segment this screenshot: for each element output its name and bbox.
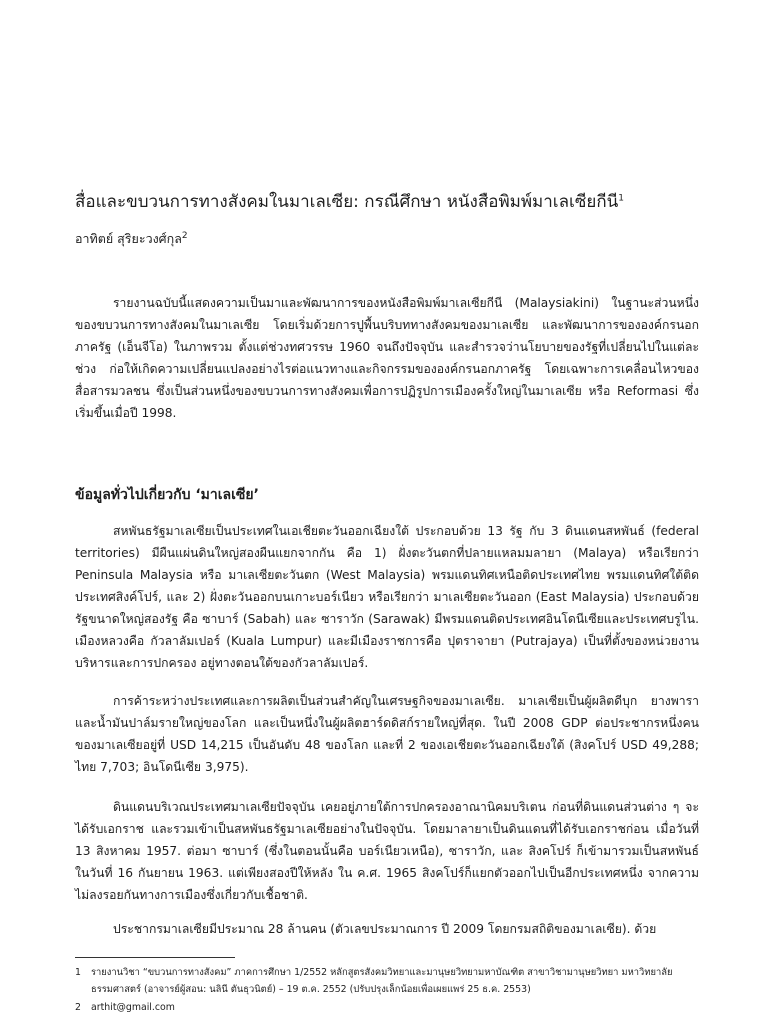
author-line: [75, 229, 188, 249]
abstract-paragraph: รายงานฉบับนี้แสดงความเป็นมาและพัฒนาการของหนังสือพิมพ์มาเลเซียกีนี (Malaysiakini) ในฐานะส่วนหนึ่งของขบวนการทางสังคมในมาเลเซีย โดยเริ่มด้วยการปูพื้นบริบททางสังคมของมาเลเซีย และพัฒนาการขององค์กรนอกภาครัฐ (เอ็นจีโอ) ในภาพรวม ตั้งแต่ช่วงทศวรรษ 1960 จนถึงปัจจุบัน และสำรวจว่านโยบายของรัฐที่เปลี่ยนไปในแต่ละช่วง ก่อให้เกิดความเปลี่ยนแปลงอย่างไรต่อแนวทางและกิจกรรมขององค์กรนอกภาครัฐ โดยเฉพาะการเคลื่อนไหวของสื่อสารมวลชน ซึ่งเป็นส่วนหนึ่งของขบวนการทางสังคมเพื่อการปฏิรูปการเมืองครั้งใหญ่ในมาเลเซีย หรือ Reformasi ซึ่งเริ่มขึ้นเมื่อปี 1998.: [75, 296, 699, 420]
body-paragraph-4: ประชากรมาเลเซียมีประมาณ 28 ล้านคน (ตัวเลขประมาณการ ปี 2009 โดยกรมสถิติของมาเลเซีย). ด้วย: [113, 922, 657, 936]
section-heading: ข้อมูลทั่วไปเกี่ยวกับ ‘มาเลเซีย’: [75, 487, 259, 503]
author-footnote-ref: 2: [181, 230, 188, 241]
footnote-2: [75, 999, 715, 1017]
footnote-divider: [75, 957, 235, 958]
title-text: สื่อและขบวนการทางสังคมในมาเลเซีย: กรณีศึกษา หนังสือพิมพ์มาเลเซียกีนี: [75, 192, 619, 212]
body-paragraph-1: สหพันธรัฐมาเลเซียเป็นประเทศในเอเชียตะวันออกเฉียงใต้ ประกอบด้วย 13 รัฐ กับ 3 ดินแดนสหพันธ์ (federal territories) มีผืนแผ่นดินใหญ่สองผืนแยกจากกัน คือ 1) ฝั่งตะวันตกที่ปลายแหลมมลายา (Malaya) หรือเรียกว่า Peninsula Malaysia หรือ มาเลเซียตะวันตก (West Malaysia) พรมแดนทิศเหนือติดประเทศไทย พรมแดนทิศใต้ติดประเทศสิงค์โปร์, และ 2) ฝั่งตะวันออกบนเกาะบอร์เนียว หรือเรียกว่า มาเลเซียตะวันออก (East Malaysia) ประกอบด้วยรัฐขนาดใหญ่สองรัฐ คือ ซาบาร์ (Sabah) และ ซาราวัก (Sarawak) มีพรมแดนติดประเทศอินโดนีเซียและประเทศบรูไน. เมืองหลวงคือ กัวลาลัมเปอร์ (Kuala Lumpur) และมีเมืองราชการคือ ปุตราจายา (Putrajaya) เป็นที่ตั้งของหน่วยงานบริหารและการปกครอง อยู่ทางตอนใต้ของกัวลาลัมเปอร์.: [75, 524, 699, 670]
footnote-email-link[interactable]: arthit@gmail.com: [91, 1002, 175, 1013]
document-title: [75, 190, 715, 214]
author-name: อาทิตย์ สุริยะวงศ์กุล: [75, 231, 182, 246]
footnote-number: 1: [75, 967, 81, 978]
body-paragraph-3: ดินแดนบริเวณประเทศมาเลเซียปัจจุบัน เคยอยู่ภายใต้การปกครองอาณานิคมบริเตน ก่อนที่ดินแดนส่วนต่าง ๆ จะได้รับเอกราช และรวมเข้าเป็นสหพันธรัฐมาเลเซียอย่างในปัจจุบัน. โดยมาลายาเป็นดินแดนที่ได้รับเอกราชก่อน เมื่อวันที่ 13 สิงหาคม 1957. ต่อมา ซาบาร์ (ซึ่งในตอนนั้นคือ บอร์เนียวเหนือ), ซาราวัก, และ สิงคโปร์ ก็เข้ามารวมเป็นสหพันธ์ ในวันที่ 16 กันยายน 1963. แต่เพียงสองปีให้หลัง ใน ค.ศ. 1965 สิงคโปร์ก็แยกตัวออกไปเป็นอีกประเทศหนึ่ง จากความไม่ลงรอยกันทางการเมืองซึ่งเกี่ยวกับเชื้อชาติ.: [75, 800, 699, 902]
footnote-text: รายงานวิชา “ขบวนการทางสังคม” ภาคการศึกษา 1/2552 หลักสูตรสังคมวิทยาและมานุษยวิทยามหาบัณฑิต สาขาวิชามานุษยวิทยา มหาวิทยาลัยธรรมศาสตร์ (อาจารย์ผู้สอน: นลินี ตันธุวนิตย์) – 19 ต.ค. 2552 (ปรับปรุงเล็กน้อยเพื่อเผยแพร่ 25 ธ.ค. 2553): [91, 967, 673, 995]
footnote-1: [75, 964, 715, 1000]
footnote-number: 2: [75, 1002, 81, 1013]
body-paragraph-2: การค้าระหว่างประเทศและการผลิตเป็นส่วนสำคัญในเศรษฐกิจของมาเลเซีย. มาเลเซียเป็นผู้ผลิตดีบุก ยางพารา และน้ำมันปาล์มรายใหญ่ของโลก และเป็นหนึ่งในผู้ผลิตฮาร์ดดิสก์รายใหญ่ที่สุด. ในปี 2008 GDP ต่อประชากรหนึ่งคนของมาเลเซียอยู่ที่ USD 14,215 เป็นอันดับ 48 ของโลก และที่ 2 ของเอเชียตะวันออกเฉียงใต้ (สิงคโปร์ USD 49,288; ไทย 7,703; อินโดนีเซีย 3,975).: [75, 694, 699, 774]
title-footnote-ref: 1: [618, 193, 624, 204]
